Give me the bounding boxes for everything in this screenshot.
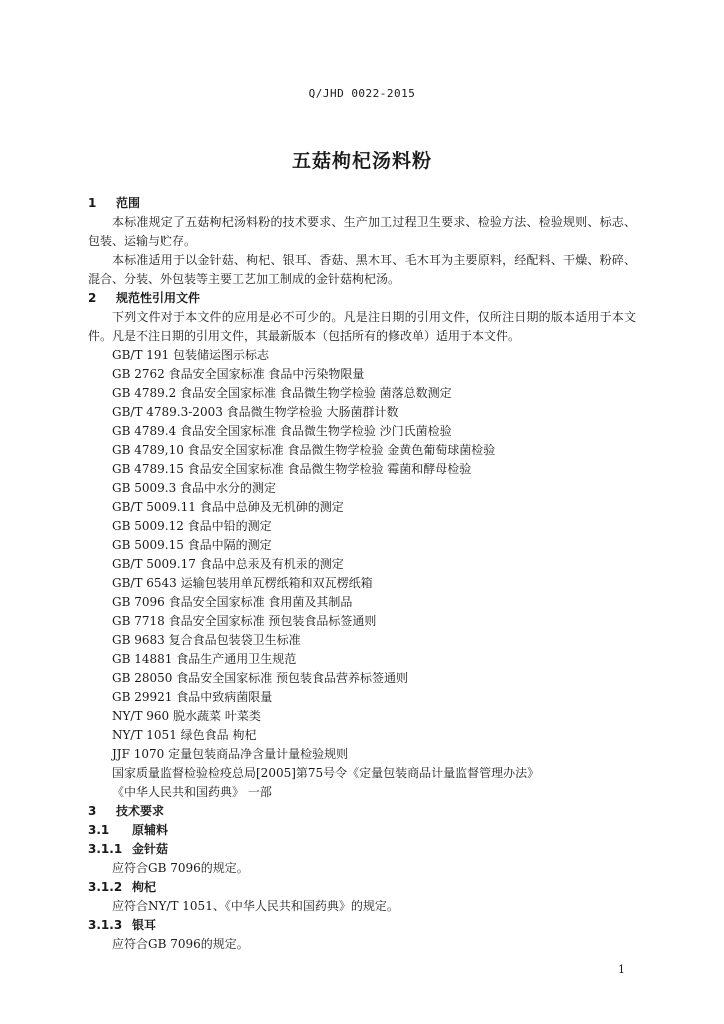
reference-item: GB 28050 食品安全国家标准 预包装食品营养标签通则 [112, 671, 409, 685]
section-1-paragraph-2: 本标准适用于以金针菇、枸杞、银耳、香菇、黑木耳、毛木耳为主要原料，经配料、干燥、粉碎、混合、分装、外包装等主要工艺加工制成的金针菇枸杞汤。 [88, 253, 636, 286]
page-number: 1 [618, 963, 625, 976]
standard-code: Q/JHD 0022-2015 [308, 87, 416, 100]
section-3-1-3-heading [88, 916, 636, 935]
reference-item: NY/T 1051 绿色食品 枸杞 [112, 728, 257, 742]
reference-item: GB 4789,10 食品安全国家标准 食品微生物学检验 金黄色葡萄球菌检验 [112, 443, 496, 457]
reference-item: GB 14881 食品生产通用卫生规范 [112, 652, 297, 666]
section-title: 规范性引用文件 [116, 291, 201, 305]
section-title: 金针菇 [132, 842, 169, 856]
reference-item: GB/T 5009.11 食品中总砷及无机砷的测定 [112, 500, 344, 514]
section-number: 3.1.3 [88, 918, 123, 932]
reference-item: GB/T 6543 运输包装用单瓦楞纸箱和双瓦楞纸箱 [112, 576, 373, 590]
reference-item: GB 4789.2 食品安全国家标准 食品微生物学检验 菌落总数测定 [112, 386, 452, 400]
reference-item: 《中华人民共和国药典》 一部 [112, 785, 272, 799]
section-3-1-2-heading [88, 878, 636, 897]
section-2-heading [88, 289, 636, 308]
section-3-1-1-heading [88, 840, 636, 859]
section-3-heading [88, 802, 636, 821]
section-1-heading [88, 194, 636, 213]
reference-item: GB 5009.12 食品中铅的测定 [112, 519, 272, 533]
reference-item: GB 4789.4 食品安全国家标准 食品微生物学检验 沙门氏菌检验 [112, 424, 452, 438]
reference-item: GB 4789.15 食品安全国家标准 食品微生物学检验 霉菌和酵母检验 [112, 462, 472, 476]
reference-item: GB/T 4789.3-2003 食品微生物学检验 大肠菌群计数 [112, 405, 399, 419]
section-title: 技术要求 [116, 804, 165, 818]
section-3-1-3-text: 应符合GB 7096的规定。 [112, 937, 249, 951]
document-body [88, 194, 636, 954]
reference-item: GB 2762 食品安全国家标准 食品中污染物限量 [112, 367, 365, 381]
section-title: 原辅料 [132, 823, 169, 837]
reference-item: GB 7096 食品安全国家标准 食用菌及其制品 [112, 595, 353, 609]
reference-item: JJF 1070 定量包装商品净含量计量检验规则 [112, 747, 349, 761]
reference-item: GB 29921 食品中致病菌限量 [112, 690, 273, 704]
reference-item: 国家质量监督检验检疫总局[2005]第75号令《定量包装商品计量监督管理办法》 [112, 766, 540, 780]
reference-item: NY/T 960 脱水蔬菜 叶菜类 [112, 709, 261, 723]
section-title: 银耳 [132, 918, 157, 932]
section-title: 枸杞 [132, 880, 157, 894]
section-number: 2 [88, 291, 97, 305]
section-3-1-2-text: 应符合NY/T 1051、《中华人民共和国药典》的规定。 [112, 899, 399, 913]
reference-item: GB 7718 食品安全国家标准 预包装食品标签通则 [112, 614, 377, 628]
section-3-1-1-text: 应符合GB 7096的规定。 [112, 861, 249, 875]
document-title: 五菇枸杞汤料粉 [291, 150, 432, 172]
section-number: 3.1 [88, 823, 110, 837]
section-1-paragraph-1: 本标准规定了五菇枸杞汤料粉的技术要求、生产加工过程卫生要求、检验方法、检验规则、标志、包装、运输与贮存。 [88, 215, 636, 248]
reference-item: GB 9683 复合食品包装袋卫生标准 [112, 633, 301, 647]
section-3-1-heading [88, 821, 636, 840]
section-number: 1 [88, 196, 97, 210]
section-number: 3.1.1 [88, 842, 123, 856]
reference-item: GB 5009.3 食品中水分的测定 [112, 481, 277, 495]
normative-reference-list [88, 346, 636, 802]
reference-item: GB 5009.15 食品中隔的测定 [112, 538, 272, 552]
reference-item: GB/T 191 包装储运图示标志 [112, 348, 269, 362]
section-2-paragraph-1: 下列文件对于本文件的应用是必不可少的。凡是注日期的引用文件，仅所注日期的版本适用于本文件。凡是不注日期的引用文件，其最新版本（包括所有的修改单）适用于本文件。 [88, 310, 636, 343]
section-title: 范围 [116, 196, 141, 210]
reference-item: GB/T 5009.17 食品中总汞及有机汞的测定 [112, 557, 344, 571]
section-number: 3.1.2 [88, 880, 123, 894]
section-number: 3 [88, 804, 97, 818]
